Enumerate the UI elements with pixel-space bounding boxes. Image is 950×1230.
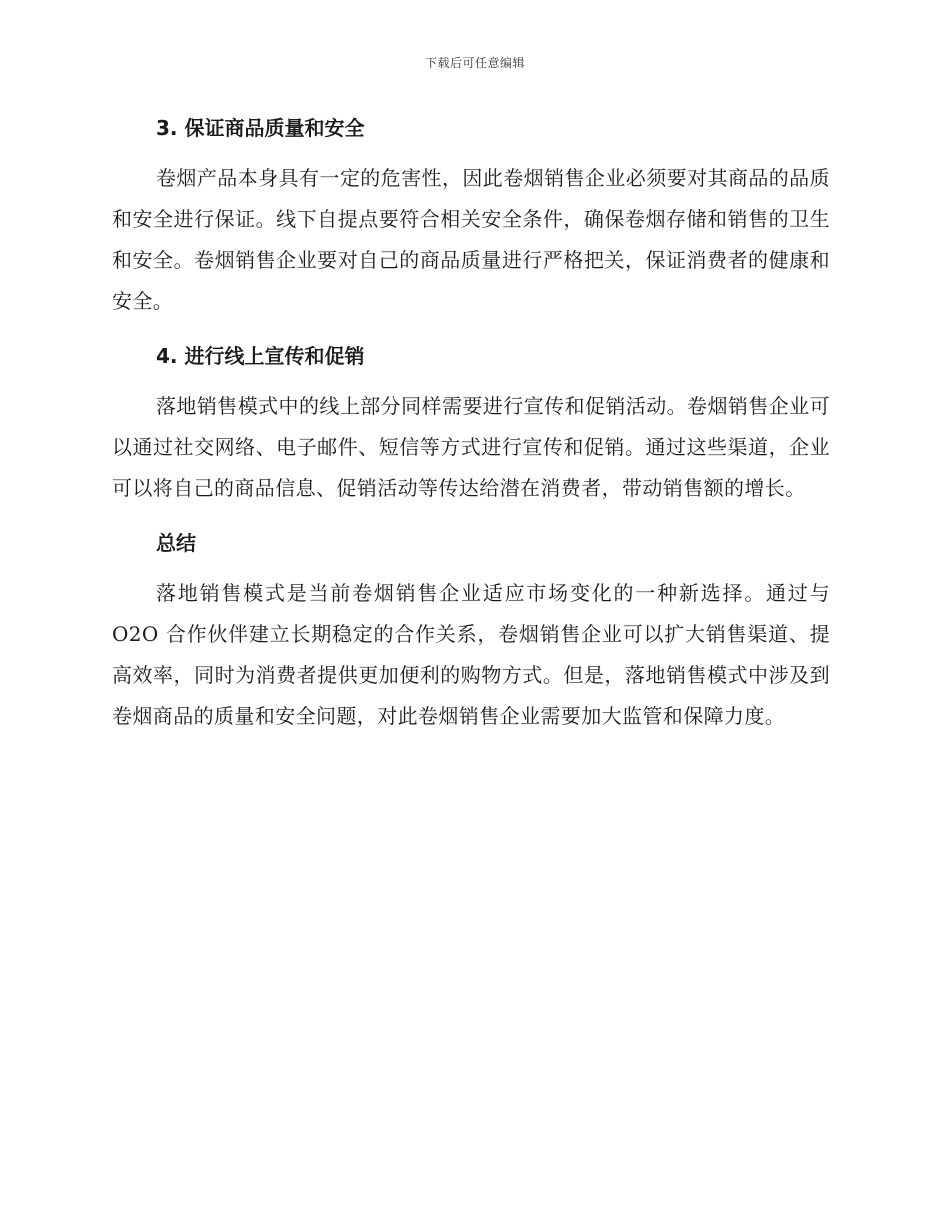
section-heading: 3. 保证商品质量和安全 (156, 116, 365, 140)
section-online-promotion (112, 336, 830, 509)
page-header: 下载后可任意编辑 (424, 56, 525, 70)
section-paragraph: 落地销售模式中的线上部分同样需要进行宣传和促销活动。卷烟销售企业可以通过社交网络、电子邮件、短信等方式进行宣传和促销。通过这些渠道，企业可以将自己的商品信息、促销活动等传达给潜在消费者，带动销售额的增长。 (112, 394, 830, 500)
document-body (112, 108, 830, 751)
section-heading: 总结 (156, 531, 196, 555)
section-summary (112, 523, 830, 737)
section-quality-safety (112, 108, 830, 322)
section-paragraph: 落地销售模式是当前卷烟销售企业适应市场变化的一种新选择。通过与O2O 合作伙伴建立长期稳定的合作关系，卷烟销售企业可以扩大销售渠道、提高效率，同时为消费者提供更加便利的购物方式。但是，落地销售模式中涉及到卷烟商品的质量和安全问题，对此卷烟销售企业需要加大监管和保障力度。 (112, 581, 830, 728)
section-paragraph: 卷烟产品本身具有一定的危害性，因此卷烟销售企业必须要对其商品的品质和安全进行保证。线下自提点要符合相关安全条件，确保卷烟存储和销售的卫生和安全。卷烟销售企业要对自己的商品质量进行严格把关，保证消费者的健康和安全。 (112, 166, 830, 313)
section-heading: 4. 进行线上宣传和促销 (156, 344, 365, 368)
